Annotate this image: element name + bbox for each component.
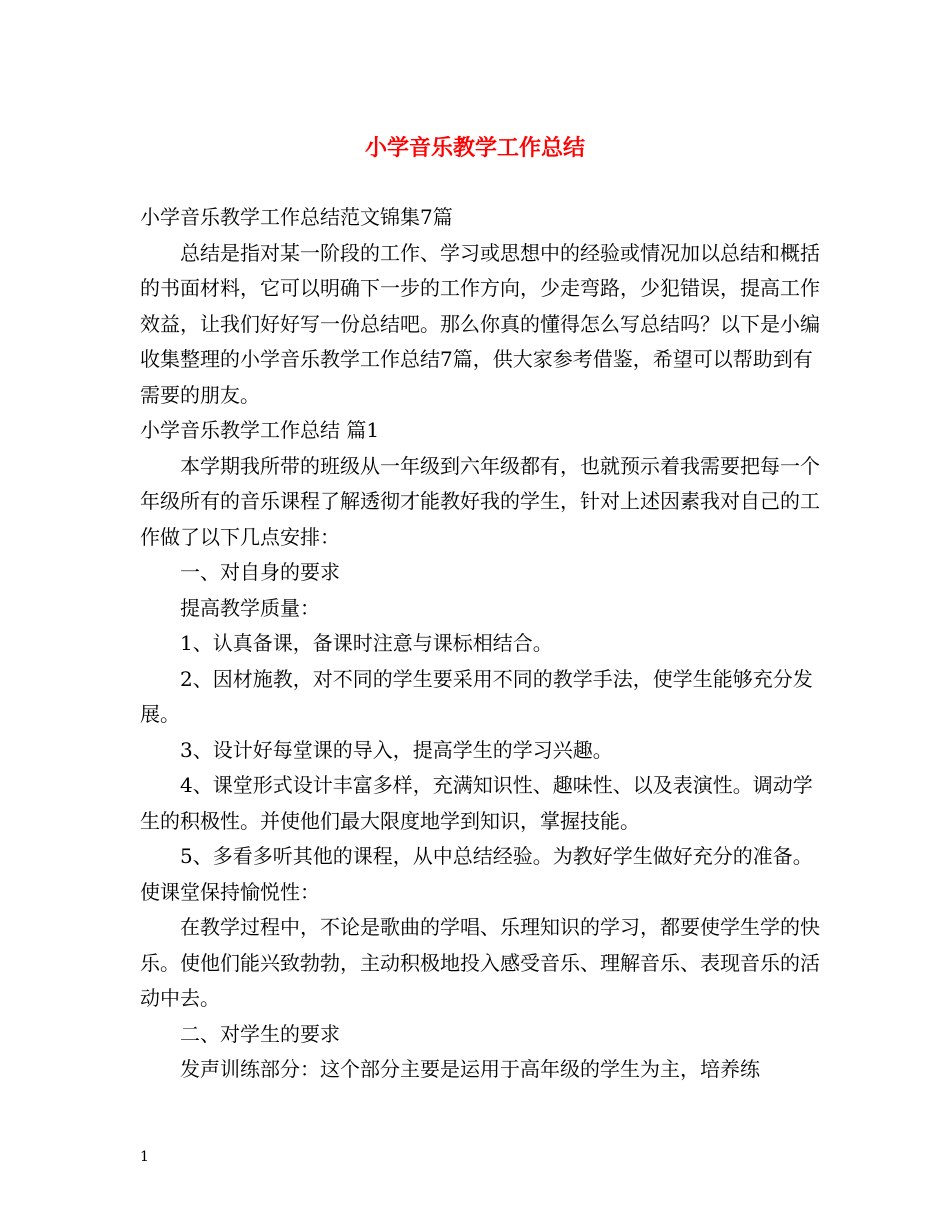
paragraph: 1、认真备课，备课时注意与课标相结合。 xyxy=(180,631,553,655)
document-body xyxy=(140,200,820,1088)
paragraph: 小学音乐教学工作总结 篇1 xyxy=(140,418,380,442)
document-title: 小学音乐教学工作总结 xyxy=(364,135,585,161)
paragraph: 本学期我所带的班级从一年级到六年级都有，也就预示着我需要把每一个年级所有的音乐课程了解透彻才能教好我的学生，针对上述因素我对自己的工作做了以下几点安排： xyxy=(140,453,820,549)
paragraph: 在教学过程中，不论是歌曲的学唱、乐理知识的学习，都要使学生学的快乐。使他们能兴致勃勃，主动积极地投入感受音乐、理解音乐、表现音乐的活动中去。 xyxy=(140,915,820,1010)
paragraph: 4、课堂形式设计丰富多样，充满知识性、趣味性、以及表演性。调动学生的积极性。并使他们最大限度地学到知识，掌握技能。 xyxy=(140,773,813,833)
paragraph: 一、对自身的要求 xyxy=(180,560,340,584)
page-number: 1 xyxy=(140,1149,149,1165)
paragraph: 发声训练部分：这个部分主要是运用于高年级的学生为主，培养练 xyxy=(180,1057,760,1081)
paragraph: 总结是指对某一阶段的工作、学习或思想中的经验或情况加以总结和概括的书面材料，它可以明确下一步的工作方向，少走弯路，少犯错误，提高工作效益，让我们好好写一份总结吧。那么你真的懂得怎么写总结吗？以下是小编收集整理的小学音乐教学工作总结7篇，供大家参考借鉴，希望可以帮助到有需要的朋友。 xyxy=(140,240,820,407)
paragraph: 3、设计好每堂课的导入，提高学生的学习兴趣。 xyxy=(180,737,613,762)
paragraph: 5、多看多听其他的课程，从中总结经验。为教好学生做好充分的准备。使课堂保持愉悦性： xyxy=(140,844,813,904)
paragraph: 二、对学生的要求 xyxy=(180,1021,340,1046)
paragraph: 2、因材施教，对不同的学生要采用不同的教学手法，使学生能够充分发展。 xyxy=(140,666,813,726)
paragraph: 提高教学质量： xyxy=(180,595,320,620)
paragraph: 小学音乐教学工作总结范文锦集7篇 xyxy=(140,205,453,229)
